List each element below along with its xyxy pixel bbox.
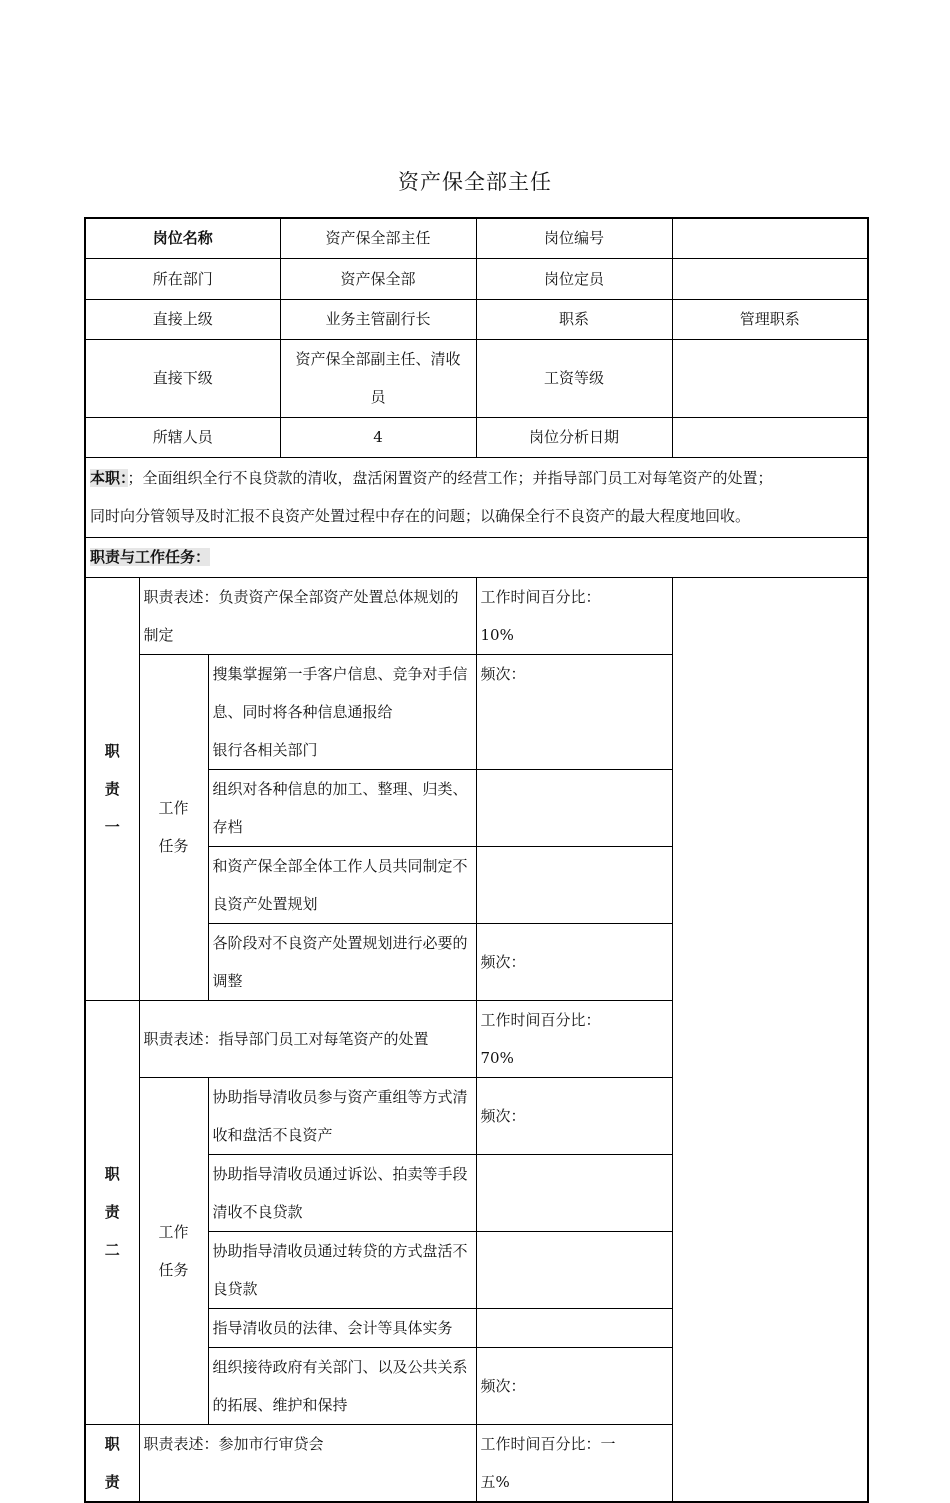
duty2-task-2: 协助指导清收员通过诉讼、拍卖等手段清收不良贷款 (208, 1154, 476, 1231)
duty1-description: 职责表述：负责资产保全部资产处置总体规划的制定 (139, 577, 476, 654)
duty2-desc-row (85, 1000, 868, 1077)
duty3-label (85, 1424, 139, 1502)
label-department: 所在部门 (85, 258, 280, 299)
duty2-task-3: 协助指导清收员通过转贷的方式盘活不良贷款 (208, 1231, 476, 1308)
duty1-task-4-freq: 频次： (476, 923, 672, 1000)
duty1-label-char2: 责 (104, 779, 120, 798)
duty1-task-1-line1: 搜集掌握第一手客户信息、竞争对手信息、同时将各种信息通报给 (212, 664, 468, 721)
label-superior: 直接上级 (85, 299, 280, 339)
duty2-pct-label: 工作时间百分比： (480, 1010, 601, 1029)
duty2-task-label-line2: 任务 (158, 1260, 189, 1279)
job-description-table (84, 217, 869, 1503)
duties-header-row (85, 537, 868, 577)
label-position-code: 岗位编号 (476, 218, 672, 258)
duty3-label-char1: 职 (104, 1434, 120, 1453)
duty1-task-2-freq (476, 769, 672, 846)
duty2-task-4: 指导清收员的法律、会计等具体实务 (208, 1308, 476, 1347)
benzhi-text-line2: 同时向分管领导及时汇报不良资产处置过程中存在的问题；以确保全行不良资产的最大程度地回收。 (90, 507, 751, 525)
duty1-task-row-1 (85, 654, 868, 769)
duty2-task-1: 协助指导清收员参与资产重组等方式清收和盘活不良资产 (208, 1077, 476, 1154)
benzhi-text-line1: ；全面组织全行不良贷款的清收，盘活闲置资产的经营工作；并指导部门员工对每笔资产的处置； (127, 469, 773, 487)
value-salary-grade (672, 339, 868, 417)
label-salary-grade: 工资等级 (476, 339, 672, 417)
label-headcount: 岗位定员 (476, 258, 672, 299)
value-staff: 4 (280, 417, 476, 457)
value-subordinate (280, 339, 476, 417)
duty2-task-row-1 (85, 1077, 868, 1154)
duty1-task-1-line2: 银行各相关部门 (212, 740, 318, 759)
duty1-task-label-line2: 任务 (158, 837, 189, 855)
info-row-2 (85, 258, 868, 299)
duty2-pct-value: 70% (480, 1048, 514, 1067)
duty3-desc-row (85, 1424, 868, 1502)
duty2-percentage (476, 1000, 672, 1077)
duty3-description: 职责表述：参加市行审贷会 (139, 1424, 476, 1502)
duties-header-label: 职责与工作任务： (90, 548, 211, 566)
duty1-label-char1: 职 (104, 741, 120, 760)
value-subordinate-line2: 员 (370, 388, 386, 406)
label-staff: 所辖人员 (85, 417, 280, 457)
duty3-percentage (476, 1424, 672, 1502)
duty1-task-3: 和资产保全部全体工作人员共同制定不良资产处置规划 (208, 846, 476, 923)
benzhi-row (85, 457, 868, 537)
duty1-task-1-freq: 频次： (476, 654, 672, 769)
value-job-series: 管理职系 (672, 299, 868, 339)
duty2-description: 职责表述：指导部门员工对每笔资产的处置 (139, 1000, 476, 1077)
duty1-task-2: 组织对各种信息的加工、整理、归类、存档 (208, 769, 476, 846)
label-job-series: 职系 (476, 299, 672, 339)
info-row-5 (85, 417, 868, 457)
duty1-percentage (476, 577, 672, 654)
duty1-task-3-freq (476, 846, 672, 923)
value-analysis-date (672, 417, 868, 457)
duty1-task-1 (208, 654, 476, 769)
value-headcount (672, 258, 868, 299)
info-row-4 (85, 339, 868, 417)
duty2-task-1-freq: 频次： (476, 1077, 672, 1154)
label-subordinate: 直接下级 (85, 339, 280, 417)
duties-header-cell (85, 537, 868, 577)
duty2-task-3-freq (476, 1231, 672, 1308)
duty2-label (85, 1000, 139, 1424)
duty2-task-5: 组织接待政府有关部门、以及公共关系的拓展、维护和保持 (208, 1347, 476, 1424)
duty1-task-label (139, 654, 208, 1000)
info-row-3 (85, 299, 868, 339)
label-position-name: 岗位名称 (85, 218, 280, 258)
duty1-label-char3: 一 (104, 817, 120, 836)
benzhi-label: 本职： (90, 469, 128, 487)
duty3-pct-value: 五% (480, 1472, 510, 1491)
info-row-1 (85, 218, 868, 258)
benzhi-cell (85, 457, 868, 537)
duty3-label-char2: 责 (104, 1472, 120, 1491)
duty1-label (85, 577, 139, 1000)
duty1-pct-label: 工作时间百分比： (480, 587, 601, 606)
duty2-task-2-freq (476, 1154, 672, 1231)
duty1-task-label-line1: 工作 (158, 799, 189, 817)
duty2-label-char3: 二 (104, 1241, 120, 1259)
duty2-task-4-freq (476, 1308, 672, 1347)
duty2-label-char1: 职 (104, 1165, 120, 1183)
duty3-pct-label: 工作时间百分比：一 (480, 1434, 616, 1453)
duty1-pct-value: 10% (480, 625, 514, 644)
duty2-task-label (139, 1077, 208, 1424)
value-department: 资产保全部 (280, 258, 476, 299)
duty2-label-char2: 责 (104, 1203, 120, 1221)
value-subordinate-line1: 资产保全部副主任、清收 (295, 350, 461, 368)
value-position-code (672, 218, 868, 258)
duty2-task-label-line1: 工作 (158, 1222, 189, 1241)
duty1-task-4: 各阶段对不良资产处置规划进行必要的调整 (208, 923, 476, 1000)
document-title: 资产保全部主任 (398, 170, 552, 194)
label-analysis-date: 岗位分析日期 (476, 417, 672, 457)
value-superior: 业务主管副行长 (280, 299, 476, 339)
value-position-name: 资产保全部主任 (280, 218, 476, 258)
duty1-desc-row (85, 577, 868, 654)
duty2-task-5-freq: 频次： (476, 1347, 672, 1424)
